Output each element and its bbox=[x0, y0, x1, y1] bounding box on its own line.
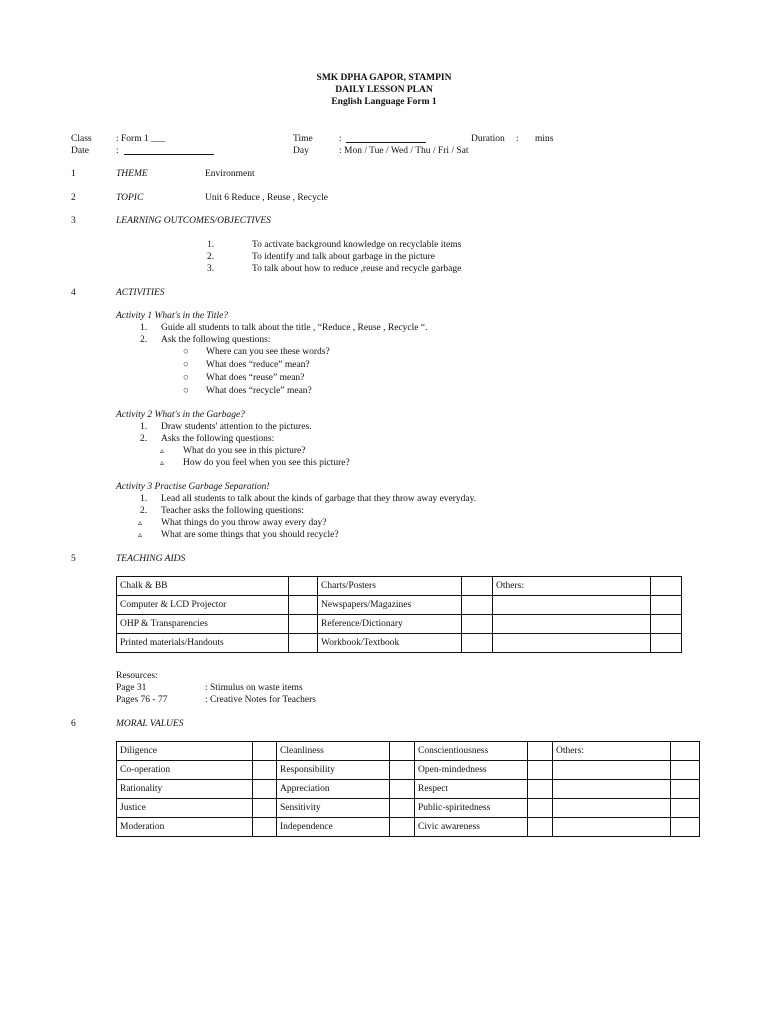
value-label: Respect bbox=[415, 780, 528, 799]
section-number: 2 bbox=[71, 193, 76, 203]
aid-label: Chalk & BB bbox=[117, 577, 289, 596]
value-label bbox=[553, 761, 671, 780]
step-number: 2. bbox=[140, 335, 148, 345]
date-value: : bbox=[116, 146, 119, 156]
date-blank-line bbox=[124, 145, 214, 159]
aid-checkbox[interactable] bbox=[289, 577, 318, 596]
aid-checkbox[interactable] bbox=[462, 577, 493, 596]
triangle-bullet-icon: ▵ bbox=[138, 518, 143, 527]
topic-value: Unit 6 Reduce , Reuse , Recycle bbox=[205, 193, 328, 203]
step-text: Asks the following questions: bbox=[161, 434, 275, 444]
document-type: DAILY LESSON PLAN bbox=[335, 85, 433, 95]
activity-3-title: Activity 3 Practise Garbage Separation! bbox=[116, 482, 270, 492]
value-checkbox[interactable] bbox=[671, 742, 700, 761]
question-text: What does “recycle” mean? bbox=[206, 386, 312, 396]
value-checkbox[interactable] bbox=[528, 818, 553, 837]
circle-bullet-icon: ○ bbox=[183, 386, 189, 396]
time-label: Time bbox=[293, 134, 313, 144]
table-row bbox=[117, 799, 700, 818]
aid-label: Reference/Dictionary bbox=[318, 615, 462, 634]
table-row bbox=[117, 761, 700, 780]
value-label: Sensitivity bbox=[277, 799, 390, 818]
section-number: 1 bbox=[71, 169, 76, 179]
question-text: What do you see in this picture? bbox=[183, 446, 306, 456]
value-label: Moderation bbox=[117, 818, 253, 837]
moral-values-heading: MORAL VALUES bbox=[116, 719, 184, 729]
value-label: Diligence bbox=[117, 742, 253, 761]
value-checkbox[interactable] bbox=[671, 761, 700, 780]
aid-checkbox[interactable] bbox=[651, 577, 682, 596]
value-checkbox[interactable] bbox=[528, 780, 553, 799]
aid-checkbox[interactable] bbox=[462, 596, 493, 615]
resource-description: : Creative Notes for Teachers bbox=[205, 695, 317, 705]
value-checkbox[interactable] bbox=[390, 742, 415, 761]
value-checkbox[interactable] bbox=[528, 742, 553, 761]
question-text: How do you feel when you see this picture? bbox=[183, 458, 350, 468]
value-checkbox[interactable] bbox=[671, 818, 700, 837]
table-row bbox=[117, 596, 682, 615]
value-label bbox=[553, 799, 671, 818]
class-value: : Form 1 ___ bbox=[116, 134, 166, 144]
question-text: What does “reuse” mean? bbox=[206, 373, 305, 383]
aid-label bbox=[493, 634, 651, 653]
value-checkbox[interactable] bbox=[253, 799, 277, 818]
value-label: Conscientiousness bbox=[415, 742, 528, 761]
value-checkbox[interactable] bbox=[528, 799, 553, 818]
aid-label bbox=[493, 615, 651, 634]
moral-values-table bbox=[116, 741, 700, 837]
date-label: Date bbox=[71, 146, 89, 156]
value-label: Responsibility bbox=[277, 761, 390, 780]
aid-checkbox[interactable] bbox=[289, 615, 318, 634]
table-row bbox=[117, 634, 682, 653]
step-number: 1. bbox=[140, 323, 148, 333]
school-name: SMK DPHA GAPOR, STAMPIN bbox=[316, 73, 452, 83]
value-label: Public-spiritedness bbox=[415, 799, 528, 818]
step-text: Ask the following questions: bbox=[161, 335, 271, 345]
aid-label: Computer & LCD Projector bbox=[117, 596, 289, 615]
section-number: 6 bbox=[71, 719, 76, 729]
value-checkbox[interactable] bbox=[390, 799, 415, 818]
objectives-heading: LEARNING OUTCOMES/OBJECTIVES bbox=[116, 216, 271, 226]
table-row bbox=[117, 742, 700, 761]
section-number: 3 bbox=[71, 216, 76, 226]
aid-checkbox[interactable] bbox=[651, 615, 682, 634]
value-checkbox[interactable] bbox=[390, 780, 415, 799]
triangle-bullet-icon: ▵ bbox=[138, 530, 143, 539]
value-checkbox[interactable] bbox=[253, 742, 277, 761]
value-label: Appreciation bbox=[277, 780, 390, 799]
step-number: 1. bbox=[140, 494, 148, 504]
aid-label: OHP & Transparencies bbox=[117, 615, 289, 634]
aid-checkbox[interactable] bbox=[289, 634, 318, 653]
resource-page: Page 31 bbox=[116, 683, 147, 693]
aid-checkbox[interactable] bbox=[462, 634, 493, 653]
value-label: Co-operation bbox=[117, 761, 253, 780]
value-checkbox[interactable] bbox=[253, 780, 277, 799]
objective-number: 1. bbox=[207, 240, 215, 250]
triangle-bullet-icon: ▵ bbox=[160, 458, 165, 467]
duration-label: Duration bbox=[471, 134, 505, 144]
activities-heading: ACTIVITIES bbox=[116, 288, 165, 298]
objective-number: 3. bbox=[207, 264, 215, 274]
section-number: 4 bbox=[71, 288, 76, 298]
step-text: Guide all students to talk about the title , “Reduce , Reuse , Recycle “. bbox=[161, 323, 428, 333]
section-number: 5 bbox=[71, 554, 76, 564]
aid-checkbox[interactable] bbox=[651, 634, 682, 653]
value-label bbox=[553, 780, 671, 799]
objective-text: To identify and talk about garbage in the picture bbox=[252, 252, 435, 262]
teaching-aids-table bbox=[116, 576, 682, 653]
resources-label: Resources: bbox=[116, 671, 158, 681]
value-checkbox[interactable] bbox=[671, 780, 700, 799]
value-checkbox[interactable] bbox=[528, 761, 553, 780]
step-text: Draw students' attention to the pictures. bbox=[161, 422, 312, 432]
table-row bbox=[117, 615, 682, 634]
objective-text: To activate background knowledge on recyclable items bbox=[252, 240, 462, 250]
activity-1-title: Activity 1 What's in the Title? bbox=[116, 311, 229, 321]
aid-label: Workbook/Textbook bbox=[318, 634, 462, 653]
aid-checkbox[interactable] bbox=[289, 596, 318, 615]
duration-separator: : bbox=[516, 134, 519, 144]
class-label: Class bbox=[71, 134, 92, 144]
circle-bullet-icon: ○ bbox=[183, 360, 189, 370]
step-text: Lead all students to talk about the kinds of garbage that they throw away everyday. bbox=[161, 494, 477, 504]
aid-label: Charts/Posters bbox=[318, 577, 462, 596]
value-checkbox[interactable] bbox=[253, 818, 277, 837]
aid-label: Others: bbox=[493, 577, 651, 596]
value-label: Independence bbox=[277, 818, 390, 837]
day-value: : Mon / Tue / Wed / Thu / Fri / Sat bbox=[339, 146, 469, 156]
value-checkbox[interactable] bbox=[253, 761, 277, 780]
objective-number: 2. bbox=[207, 252, 215, 262]
step-text: Teacher asks the following questions: bbox=[161, 506, 304, 516]
step-number: 2. bbox=[140, 434, 148, 444]
question-text: What are some things that you should recycle? bbox=[161, 530, 339, 540]
step-number: 2. bbox=[140, 506, 148, 516]
table-row bbox=[117, 577, 682, 596]
aid-label: Newspapers/Magazines bbox=[318, 596, 462, 615]
value-label: Others: bbox=[553, 742, 671, 761]
value-label: Open-mindedness bbox=[415, 761, 528, 780]
theme-heading: THEME bbox=[116, 169, 148, 179]
topic-heading: TOPIC bbox=[116, 193, 144, 203]
time-value: : bbox=[339, 134, 342, 144]
duration-unit: mins bbox=[535, 134, 554, 144]
table-row bbox=[117, 780, 700, 799]
teaching-aids-heading: TEACHING AIDS bbox=[116, 554, 186, 564]
day-label: Day bbox=[293, 146, 309, 156]
question-text: Where can you see these words? bbox=[206, 347, 330, 357]
step-number: 1. bbox=[140, 422, 148, 432]
objective-text: To talk about how to reduce ,reuse and recycle garbage bbox=[252, 264, 462, 274]
value-checkbox[interactable] bbox=[390, 761, 415, 780]
resource-description: : Stimulus on waste items bbox=[205, 683, 303, 693]
value-label: Civic awareness bbox=[415, 818, 528, 837]
question-text: What does “reduce” mean? bbox=[206, 360, 310, 370]
value-label: Justice bbox=[117, 799, 253, 818]
aid-label: Printed materials/Handouts bbox=[117, 634, 289, 653]
table-row bbox=[117, 818, 700, 837]
value-label bbox=[553, 818, 671, 837]
triangle-bullet-icon: ▵ bbox=[160, 446, 165, 455]
circle-bullet-icon: ○ bbox=[183, 373, 189, 383]
question-text: What things do you throw away every day? bbox=[161, 518, 327, 528]
value-label: Rationality bbox=[117, 780, 253, 799]
aid-label bbox=[493, 596, 651, 615]
value-label: Cleanliness bbox=[277, 742, 390, 761]
theme-value: Environment bbox=[205, 169, 255, 179]
activity-2-title: Activity 2 What's in the Garbage? bbox=[116, 410, 245, 420]
aid-checkbox[interactable] bbox=[651, 596, 682, 615]
aid-checkbox[interactable] bbox=[462, 615, 493, 634]
circle-bullet-icon: ○ bbox=[183, 347, 189, 357]
resource-page: Pages 76 - 77 bbox=[116, 695, 168, 705]
subject-title: English Language Form 1 bbox=[331, 97, 437, 107]
value-checkbox[interactable] bbox=[671, 799, 700, 818]
value-checkbox[interactable] bbox=[390, 818, 415, 837]
